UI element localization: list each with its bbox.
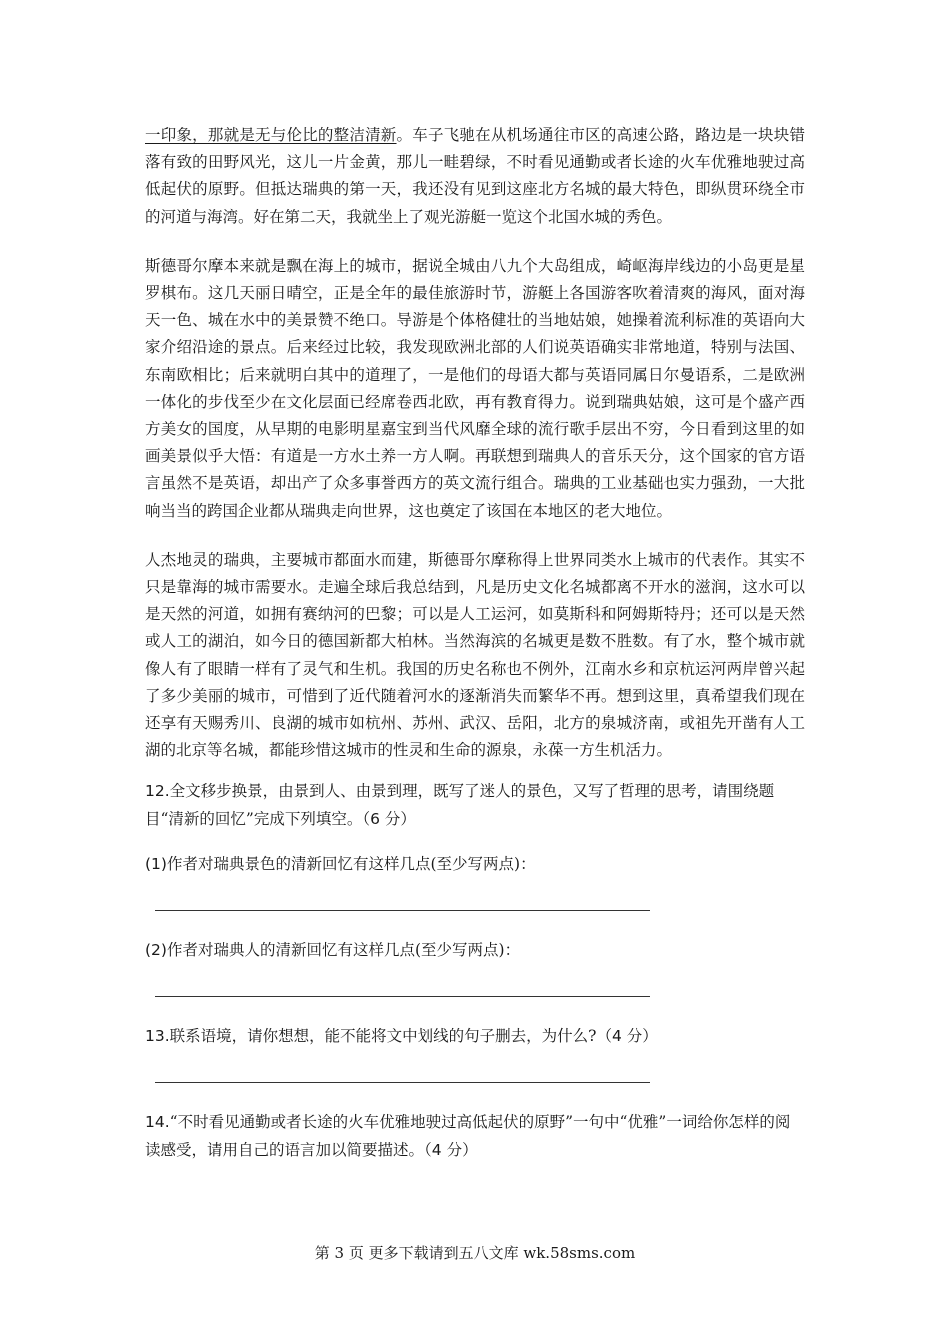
question-14-number: 14.	[145, 1113, 170, 1132]
question-13-text: 联系语境，请你想想，能不能将文中划线的句子删去，为什么?（	[169, 1027, 612, 1046]
question-12-end: 分）	[379, 809, 416, 828]
question-13	[145, 1023, 805, 1050]
question-12-score: 6	[370, 809, 380, 828]
question-12-number: 12.	[145, 782, 170, 801]
question-12-text: 全文移步换景，由景到人、由景到理，既写了迷人的景色，又写了哲理的思考，请围绕题目“清新的回忆”完成下列填空。（	[145, 782, 775, 828]
question-12	[145, 778, 805, 832]
question-13-end: 分）	[621, 1027, 658, 1046]
sub-question-1	[145, 851, 805, 878]
question-14-text: “不时看见通勤或者长途的火车优雅地驶过高低起伏的原野”一句中“优雅”一词给你怎样的阅读感受，请用自己的语言加以简要描述。（	[145, 1113, 791, 1159]
question-14-score: 4	[431, 1140, 442, 1159]
document-body	[145, 122, 805, 1164]
paragraph-1-text: 。车子飞驰在从机场通往市区的高速公路，路边是一块块错落有致的田野风光，这儿一片金黄，那儿一畦碧绿，不时看见通勤或者长途的火车优雅地驶过高低起伏的原野。但抵达瑞典的第一天，我还没有见到这座北方名城的最大特色，即纵贯环绕全市的河道与海湾。好在第二天，我就坐上了观光游艇一览这个北国水城的秀色。	[145, 126, 805, 226]
sub-question-2-text: 作者对瑞典人的清新回忆有这样几点(至少写两点)：	[166, 941, 521, 960]
question-13-number: 13.	[145, 1027, 170, 1046]
question-14	[145, 1109, 805, 1163]
question-14-end: 分）	[441, 1140, 478, 1159]
sub-question-1-text: 作者对瑞典景色的清新回忆有这样几点(至少写两点)：	[166, 854, 536, 873]
paragraph-3: 人杰地灵的瑞典，主要城市都面水而建，斯德哥尔摩称得上世界同类水上城市的代表作。其实不只是靠海的城市需要水。走遍全球后我总结到，凡是历史文化名城都离不开水的滋润，这水可以是天然的河道，如拥有赛纳河的巴黎；可以是人工运河，如莫斯科和阿姆斯特丹；还可以是天然或人工的湖泊，如今日的德国新都大柏林。当然海滨的名城更是数不胜数。有了水，整个城市就像人有了眼睛一样有了灵气和生机。我国的历史名称也不例外，江南水乡和京杭运河两岸曾兴起了多少美丽的城市，可惜到了近代随着河水的逐渐消失而繁华不再。想到这里，真希望我们现在还享有天赐秀川、良湖的城市如杭州、苏州、武汉、岳阳，北方的泉城济南，或祖先开凿有人工湖的北京等名城，都能珍惜这城市的性灵和生命的源泉，永葆一方生机活力。	[145, 550, 805, 760]
sub-question-2	[145, 937, 805, 964]
paragraph-1	[145, 122, 805, 231]
sub-question-2-number: (2)	[145, 941, 167, 960]
page-footer: 第 3 页 更多下载请到五八文库 wk.58sms.com	[314, 1244, 636, 1262]
underlined-sentence: 一印象，那就是无与伦比的整洁清新	[145, 126, 397, 144]
paragraph-2: 斯德哥尔摩本来就是飘在海上的城市，据说全城由八九个大岛组成，崎岖海岸线边的小岛更是星罗棋布。这几天丽日晴空，正是全年的最佳旅游时节，游艇上各国游客吹着清爽的海风，面对海天一色、城在水中的美景赞不绝口。导游是个体格健壮的当地姑娘，她操着流利标准的英语向大家介绍沿途的景点。后来经过比较，我发现欧洲北部的人们说英语确实非常地道，特别与法国、东南欧相比；后来就明白其中的道理了，一是他们的母语大都与英语同属日尔曼语系，二是欧洲一体化的步伐至少在文化层面已经席卷西北欧，再有教育得力。说到瑞典姑娘，这可是个盛产西方美女的国度，从早期的电影明星嘉宝到当代风靡全球的流行歌手层出不穷，今日看到这里的如画美景似乎大悟：有道是一方水土养一方人啊。再联想到瑞典人的音乐天分，这个国家的官方语言虽然不是英语，却出产了众多事誉西方的英文流行组合。瑞典的工业基础也实力强劲，一大批响当当的跨国企业都从瑞典走向世界，这也奠定了该国在本地区的老大地位。	[145, 256, 805, 520]
sub-question-1-number: (1)	[145, 854, 167, 873]
question-13-score: 4	[611, 1027, 622, 1046]
